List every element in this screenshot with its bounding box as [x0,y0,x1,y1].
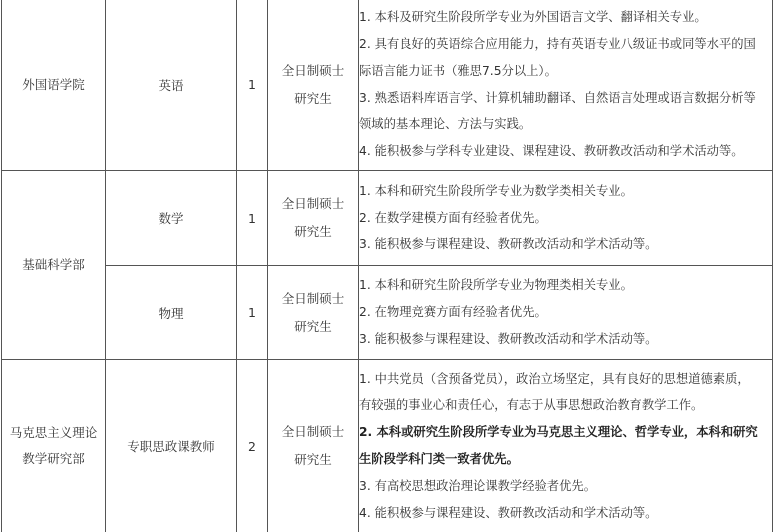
requirement-line: 1. 中共党员（含预备党员），政治立场坚定，具有良好的思想道德素质， [359,371,750,386]
requirement-line: 生阶段学科门类一致者优先。 [359,452,519,466]
hiring-count: 1 [248,77,256,92]
education-requirement: 全日制硕士研究生 [281,62,345,106]
requirement-line: 3. 能积极参与课程建设、教研教改活动和学术活动等。 [359,331,658,346]
education-requirement: 全日制硕士研究生 [281,196,345,239]
major-name: 物理 [158,305,184,321]
requirement-line: 3. 有高校思想政治理论课教学经验者优先。 [359,478,596,493]
requirement-line: 1. 本科和研究生阶段所学专业为数学类相关专业。 [359,183,633,198]
requirement-line: 2. 本科或研究生阶段所学专业为马克思主义理论、哲学专业，本科和研究 [359,425,758,440]
hiring-count: 2 [248,438,256,454]
requirement-line: 1. 本科和研究生阶段所学专业为物理类相关专业。 [359,278,633,293]
education-cell [268,266,359,360]
requirements-cell [359,0,773,171]
count-cell [237,360,268,532]
college-name: 马克思主义理论教学研究部 [9,425,98,466]
college-name: 外国语学院 [22,76,85,92]
requirements-cell [359,360,773,532]
requirement-line: 4. 能积极参与学科专业建设、课程建设、教研教改活动和学术活动等。 [359,144,744,159]
recruitment-table [1,0,773,532]
requirements-cell [359,171,773,266]
requirement-line: 2. 在物理竞赛方面有经验者优先。 [359,305,547,320]
major-name: 数学 [158,211,184,226]
requirement-line: 4. 能积极参与课程建设、教研教改活动和学术活动等。 [359,505,658,520]
table-row [2,171,773,266]
count-cell [237,171,268,266]
major-cell [106,266,237,360]
college-cell [2,360,106,532]
education-cell [268,360,359,532]
education-cell [268,0,359,171]
requirement-line: 2. 在数学建模方面有经验者优先。 [359,210,547,225]
requirement-line: 际语言能力证书（雅思7.5分以上）。 [359,63,557,78]
education-requirement: 全日制硕士研究生 [281,290,345,334]
college-name: 基础科学部 [22,257,85,272]
table-row [2,266,773,360]
requirement-line: 2. 具有良好的英语综合应用能力，持有英语专业八级证书或同等水平的国 [359,36,756,51]
major-cell [106,360,237,532]
major-cell [106,0,237,171]
requirement-line: 3. 熟悉语料库语言学、计算机辅助翻译、自然语言处理或语言数据分析等 [359,90,756,105]
major-name: 英语 [158,77,184,93]
requirement-line: 1. 本科及研究生阶段所学专业为外国语言文学、翻译相关专业。 [359,10,707,25]
requirement-line: 有较强的事业心和责任心，有志于从事思想政治教育教学工作。 [359,398,704,413]
requirements-cell [359,266,773,360]
education-requirement: 全日制硕士研究生 [281,424,345,467]
requirement-line: 领域的基本理论、方法与实践。 [359,117,532,132]
table-row [2,0,773,171]
table-row [2,360,773,532]
hiring-count: 1 [248,305,256,320]
requirement-line: 3. 能积极参与课程建设、教研教改活动和学术活动等。 [359,237,658,252]
college-cell [2,171,106,360]
major-cell [106,171,237,266]
college-cell [2,0,106,171]
education-cell [268,171,359,266]
major-name: 专职思政课教师 [127,439,215,454]
count-cell [237,0,268,171]
count-cell [237,266,268,360]
hiring-count: 1 [248,210,256,226]
